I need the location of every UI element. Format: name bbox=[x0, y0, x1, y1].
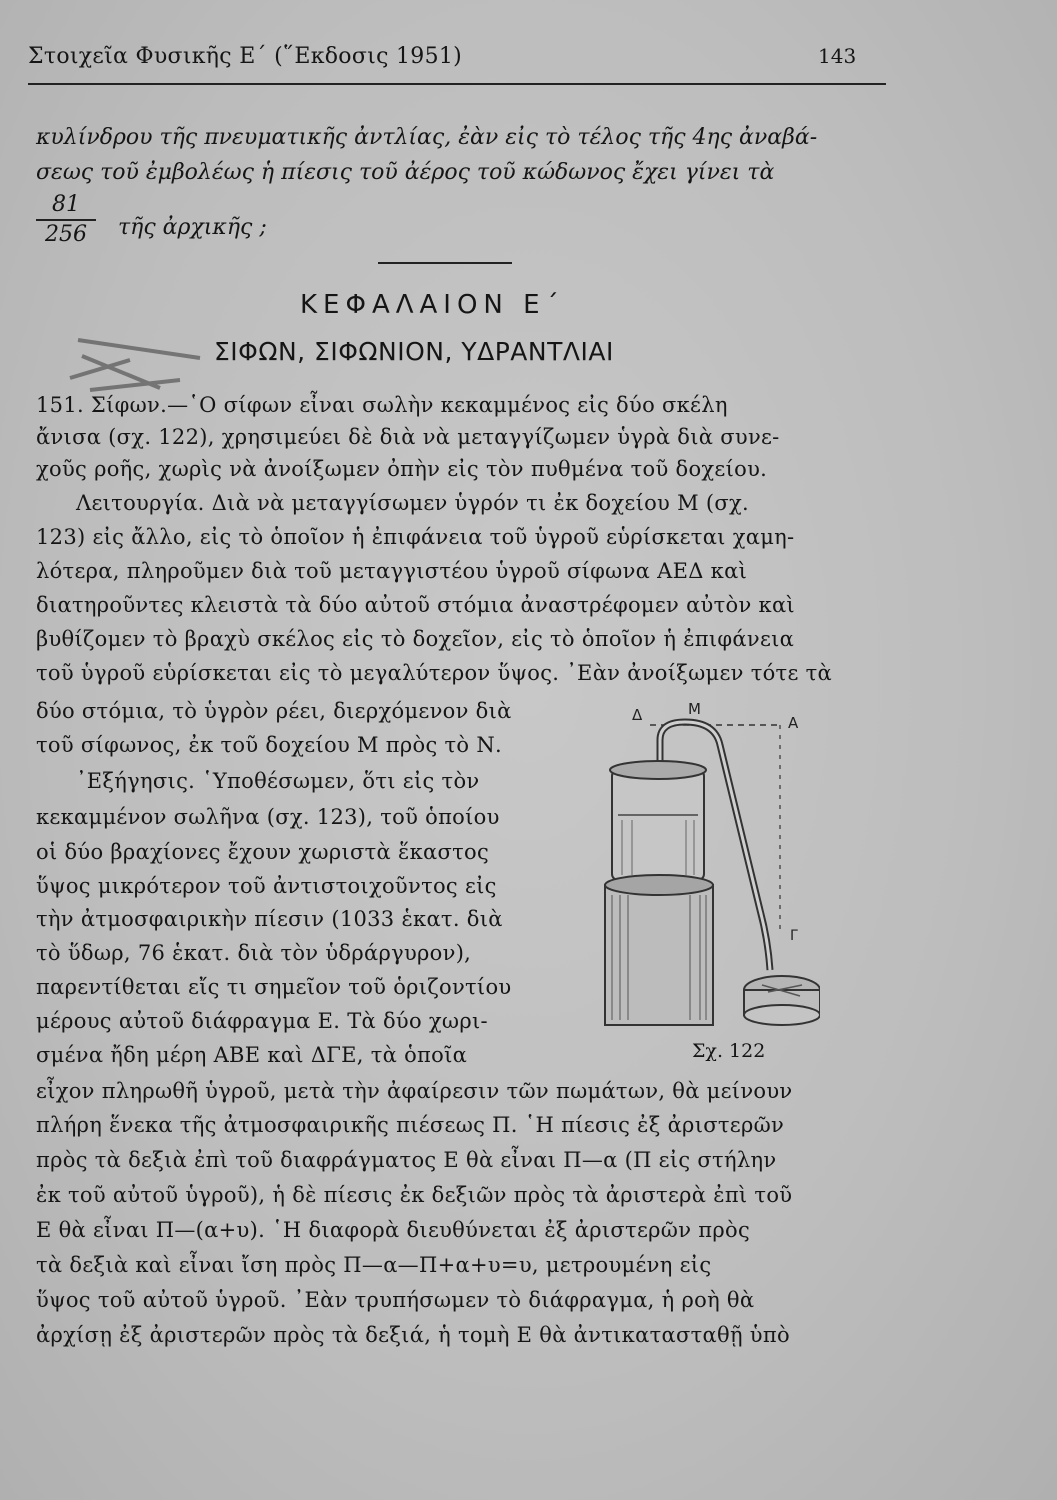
pencil-mark-icon bbox=[60, 330, 230, 400]
text-line: ὕψος μικρότερον τοῦ ἀντιστοιχοῦντος εἰς bbox=[36, 874, 497, 898]
label-mu: Μ bbox=[688, 700, 701, 718]
running-title: Στοιχεῖα Φυσικῆς Ε΄ (῞Εκδοσις 1951) bbox=[28, 44, 463, 69]
text-line: σμένα ἤδη μέρη ΑΒΕ καὶ ΔΓΕ, τὰ ὁποῖα bbox=[36, 1043, 468, 1067]
text-line: Ε θὰ εἶναι Π—(α+υ). ῾Η διαφορὰ διευθύνεται ἐξ ἀριστερῶν πρὸς bbox=[36, 1218, 751, 1242]
text-line: 123) εἰς ἄλλο, εἰς τὸ ὁποῖον ἡ ἐπιφάνεια τοῦ ὑγροῦ εὑρίσκεται χαμη- bbox=[36, 525, 795, 549]
chapter-subtitle: ΣΙΦΩΝ, ΣΙΦΩΝΙΟΝ, ΥΔΡΑΝΤΛΙΑΙ bbox=[214, 337, 614, 366]
label-delta: Δ bbox=[632, 706, 643, 724]
text-line: χοῦς ροῆς, χωρὶς νὰ ἀνοίξωμεν ὀπὴν εἰς τὸν πυθμένα τοῦ δοχείου. bbox=[36, 457, 768, 481]
fraction-tail: τῆς ἀρχικῆς ; bbox=[118, 215, 267, 240]
label-alpha: Α bbox=[788, 714, 799, 732]
label-gamma: Γ bbox=[790, 928, 798, 944]
text-line: τὰ δεξιὰ καὶ εἶναι ἴση πρὸς Π—α—Π+α+υ=υ, μετρουμένη εἰς bbox=[36, 1253, 712, 1277]
text-line: 151. Σίφων.—῾Ο σίφων εἶναι σωλὴν κεκαμμένος εἰς δύο σκέλη bbox=[36, 393, 728, 417]
text-line: τοῦ ὑγροῦ εὑρίσκεται εἰς τὸ μεγαλύτερον ὕψος. ᾿Εὰν ἀνοίξωμεν τότε τὰ bbox=[36, 661, 833, 685]
text-line: ὕψος τοῦ αὐτοῦ ὑγροῦ. ᾿Εὰν τρυπήσωμεν τὸ διάφραγμα, ἡ ροὴ θὰ bbox=[36, 1288, 755, 1312]
previous-text-line: κυλίνδρου τῆς πνευματικῆς ἀντλίας, ἐὰν εἰς τὸ τέλος τῆς 4ης ἀναβά- bbox=[36, 125, 818, 150]
fraction bbox=[36, 192, 96, 248]
siphon-figure bbox=[590, 700, 820, 1035]
fraction-denominator: 256 bbox=[45, 221, 87, 247]
text-line: πλήρη ἕνεκα τῆς ἀτμοσφαιρικῆς πιέσεως Π. ῾Η πίεσις ἐξ ἀριστερῶν bbox=[36, 1113, 785, 1137]
text-line: ἄνισα (σχ. 122), χρησιμεύει δὲ διὰ νὰ μεταγγίζωμεν ὑγρὰ διὰ συνε- bbox=[36, 425, 780, 449]
text-line: δύο στόμια, τὸ ὑγρὸν ρέει, διερχόμενον διὰ bbox=[36, 699, 512, 723]
text-line: διατηροῦντες κλειστὰ τὰ δύο αὐτοῦ στόμια ἀναστρέφομεν αὐτὸν καὶ bbox=[36, 593, 795, 617]
text-line: πρὸς τὰ δεξιὰ ἐπὶ τοῦ διαφράγματος Ε θὰ εἶναι Π—α (Π εἰς στήλην bbox=[36, 1148, 777, 1172]
text-line: τὸ ὕδωρ, 76 ἑκατ. διὰ τὸν ὑδράργυρον), bbox=[36, 941, 472, 965]
text-line: τὴν ἀτμοσφαιρικὴν πίεσιν (1033 ἑκατ. διὰ bbox=[36, 907, 503, 931]
page-number: 143 bbox=[818, 44, 857, 68]
text-line: ᾿Εξήγησις. ῾Υποθέσωμεν, ὅτι εἰς τὸν bbox=[76, 769, 480, 793]
section-divider bbox=[378, 262, 512, 264]
fraction-numerator: 81 bbox=[52, 192, 80, 217]
fraction-bar bbox=[36, 219, 96, 221]
figure-caption: Σχ. 122 bbox=[692, 1040, 766, 1062]
text-line: κεκαμμένον σωλῆνα (σχ. 123), τοῦ ὁποίου bbox=[36, 805, 500, 829]
chapter-title: ΚΕΦΑΛΑΙΟΝ Ε΄ bbox=[300, 290, 565, 320]
text-line: ἐκ τοῦ αὐτοῦ ὑγροῦ), ἡ δὲ πίεσις ἐκ δεξιῶν πρὸς τὰ ἀριστερὰ ἐπὶ τοῦ bbox=[36, 1183, 793, 1207]
previous-text-line: σεως τοῦ ἐμβολέως ἡ πίεσις τοῦ ἀέρος τοῦ κώδωνος ἔχει γίνει τὰ bbox=[36, 160, 775, 185]
text-line: λότερα, πληροῦμεν διὰ τοῦ μεταγγιστέου ὑγροῦ σίφωνα ΑΕΔ καὶ bbox=[36, 559, 748, 583]
text-line: Λειτουργία. Διὰ νὰ μεταγγίσωμεν ὑγρόν τι ἐκ δοχείου Μ (σχ. bbox=[76, 491, 749, 515]
text-line: παρεντίθεται εἴς τι σημεῖον τοῦ ὁριζοντίου bbox=[36, 975, 512, 999]
text-line: μέρους αὐτοῦ διάφραγμα Ε. Τὰ δύο χωρι- bbox=[36, 1009, 488, 1033]
text-line: τοῦ σίφωνος, ἐκ τοῦ δοχείου Μ πρὸς τὸ Ν. bbox=[36, 733, 502, 757]
text-line: εἶχον πληρωθῆ ὑγροῦ, μετὰ τὴν ἀφαίρεσιν τῶν πωμάτων, θὰ μείνουν bbox=[36, 1079, 793, 1103]
text-line: ἀρχίσῃ ἐξ ἀριστερῶν πρὸς τὰ δεξιά, ἡ τομὴ Ε θὰ ἀντικατασταθῇ ὑπὸ bbox=[36, 1323, 790, 1347]
text-line: οἱ δύο βραχίονες ἔχουν χωριστὰ ἕκαστος bbox=[36, 840, 490, 864]
text-line: βυθίζομεν τὸ βραχὺ σκέλος εἰς τὸ δοχεῖον, εἰς τὸ ὁποῖον ἡ ἐπιφάνεια bbox=[36, 627, 795, 651]
header-rule bbox=[28, 83, 886, 85]
